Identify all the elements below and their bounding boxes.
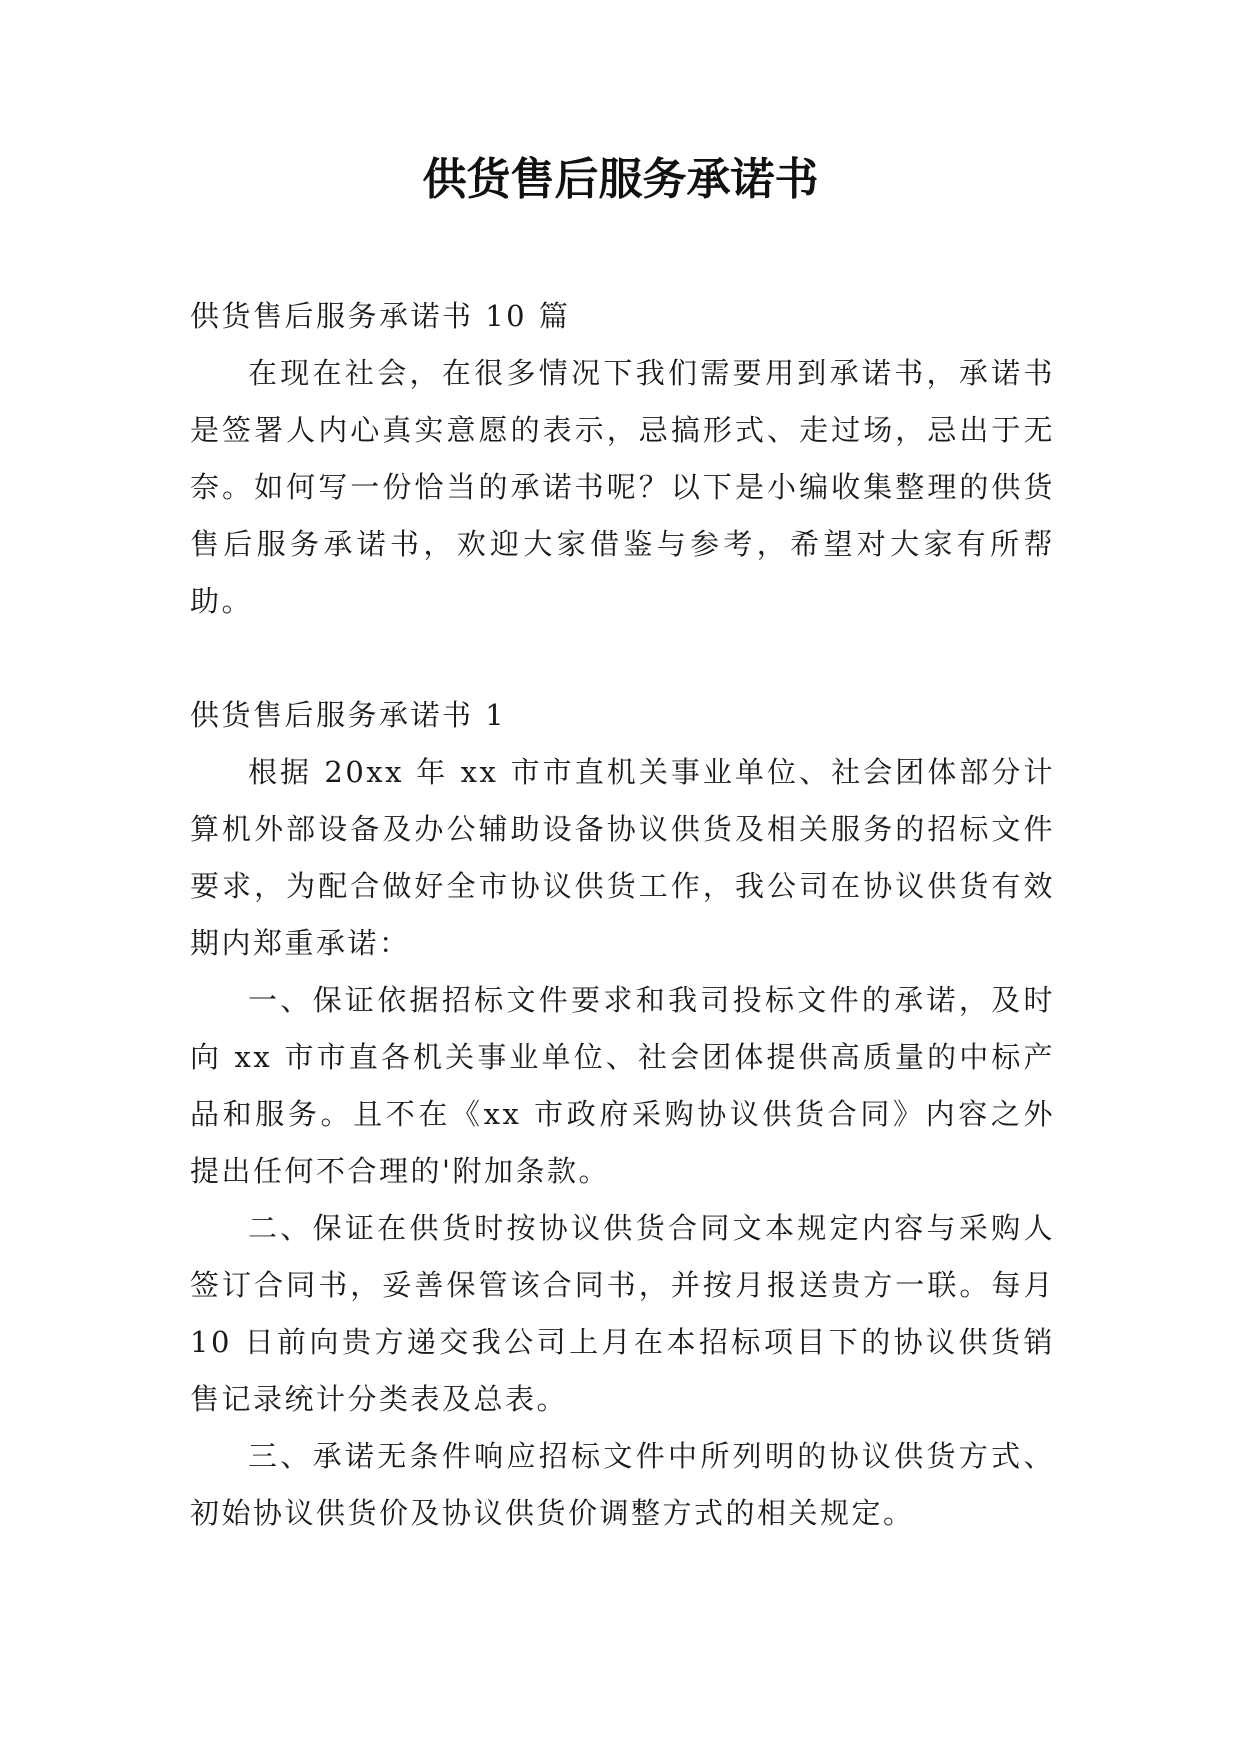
body-paragraph: 二、保证在供货时按协议供货合同文本规定内容与采购人签订合同书，妥善保管该合同书，并按月报送贵方一联。每月 10 日前向贵方递交我公司上月在本招标项目下的协议供货销售记录统计分类表及总表。 — [190, 1211, 1055, 1416]
section-heading: 供货售后服务承诺书 1 — [190, 698, 507, 732]
body-paragraph: 根据 20xx 年 xx 市市直机关事业单位、社会团体部分计算机外部设备及办公辅助设备协议供货及相关服务的招标文件要求，为配合做好全市协议供货工作，我公司在协议供货有效期内郑重承诺： — [190, 755, 1055, 960]
document-title: 供货售后服务承诺书 — [422, 154, 819, 205]
collection-heading: 供货售后服务承诺书 10 篇 — [190, 299, 571, 333]
intro-paragraph: 在现在社会，在很多情况下我们需要用到承诺书，承诺书是签署人内心真实意愿的表示，忌搞形式、走过场，忌出于无奈。如何写一份恰当的承诺书呢？以下是小编收集整理的供货售后服务承诺书，欢迎大家借鉴与参考，希望对大家有所帮助。 — [190, 356, 1055, 618]
body-paragraph: 一、保证依据招标文件要求和我司投标文件的承诺，及时向 xx 市市直各机关事业单位、社会团体提供高质量的中标产品和服务。且不在《xx 市政府采购协议供货合同》内容之外提出任何不合理的'附加条款。 — [190, 983, 1055, 1188]
document-body — [190, 288, 1055, 1542]
body-paragraph: 三、承诺无条件响应招标文件中所列明的协议供货方式、初始协议供货价及协议供货价调整方式的相关规定。 — [190, 1439, 1055, 1530]
section-spacer — [190, 630, 1055, 687]
